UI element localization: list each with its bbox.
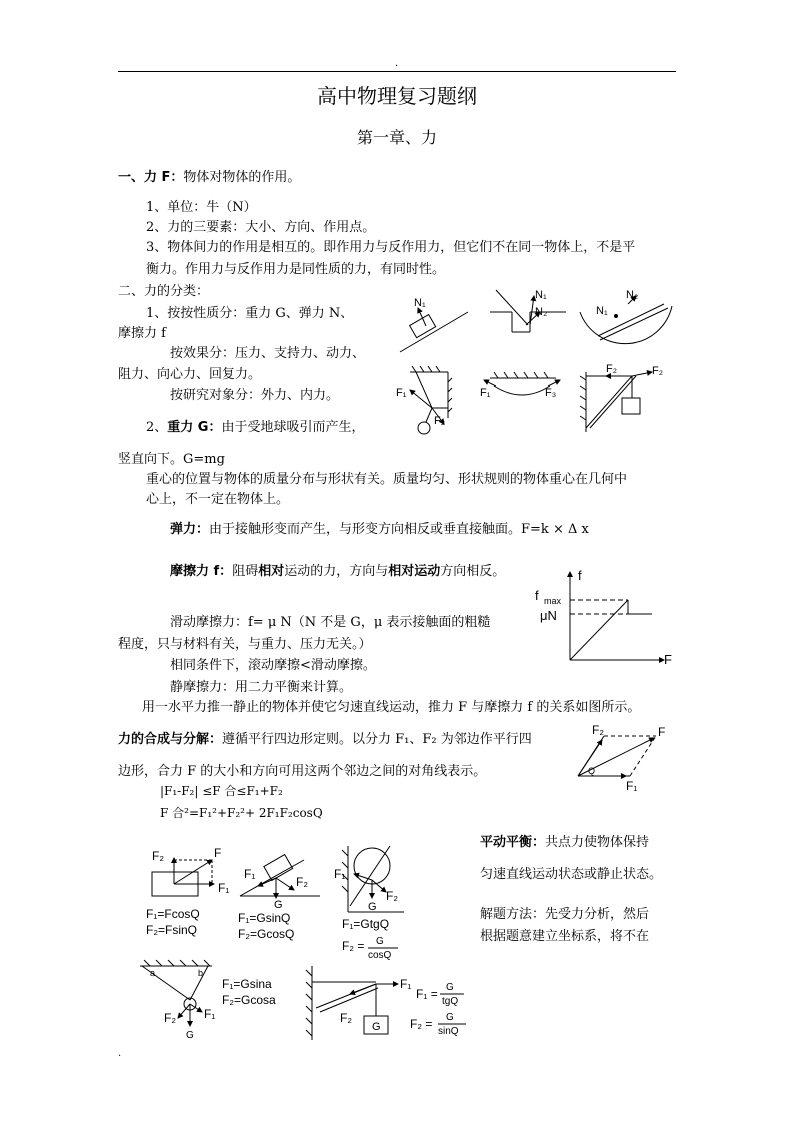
dec5-b-denominator: sinQ [438, 1026, 459, 1037]
dec2-G: G [274, 899, 283, 911]
label-F2-c: F₂ [606, 363, 617, 375]
gravity-prefix: 2、 [146, 420, 168, 435]
force-item-3: 3、物体间力的作用是相互的。即作用力与反作用力，但它们不在同一物体上，不是平 [146, 240, 636, 255]
label-F2-d: F₂ [652, 365, 663, 377]
dec4-formula-a: F₁=Gsina [222, 977, 272, 991]
dec1-F1: F₁ [218, 881, 230, 895]
force-item-3-cont: 衡力。作用力与反作用力是同性质的力，有同时性。 [146, 262, 446, 277]
bowl-rod-diagram [580, 289, 672, 344]
by-effect-line2: 阻力、向心力、回复力。 [118, 367, 262, 382]
corner-block-diagram [490, 289, 566, 332]
equilibrium-line2: 匀速直线运动状态或静止状态。 [480, 867, 663, 882]
decomposition-block [146, 846, 229, 937]
force-definition: 物体对物体的作用。 [183, 170, 301, 185]
dec3-formula-b: F₂ = [342, 939, 365, 953]
dec2-formula-b: F₂=GcosQ [238, 927, 295, 941]
by-effect-line1: 按效果分：压力、支持力、动力、 [170, 346, 366, 361]
method-line2: 根据题意建立坐标系，将不在 [480, 929, 650, 944]
by-nature-line1: 1、按按性质分：重力 G、弹力 N、 [146, 306, 354, 321]
friction-text-3: 运动的力，方向与 [284, 564, 389, 579]
gravity-label: 重力 G： [167, 420, 222, 435]
friction-label: 摩擦力 f： [170, 564, 233, 579]
bracket-weight-diagram [580, 363, 663, 432]
dec4-F2: F₂ [164, 1011, 176, 1025]
elastic-label: 弹力： [170, 522, 210, 537]
elastic-text: 由于接触形变而产生，与形变方向相反或垂直接触面。F=k × Δ x [209, 522, 589, 537]
center-of-gravity-line2: 心上，不一定在物体上。 [146, 492, 290, 507]
dec2-formula-a: F₁=GsinQ [238, 911, 291, 925]
dec3-G: G [368, 901, 377, 913]
sliding-friction-line1: 滑动摩擦力：f= μ N（N 不是 G，μ 表示接触面的粗糙 [170, 615, 491, 630]
graph-fmax-sub: max [544, 596, 562, 606]
force-item-1: 1、单位：牛（N） [146, 200, 257, 215]
dec3-numerator: G [376, 936, 384, 947]
dec3-F1: F₁ [334, 867, 346, 881]
decomposition-incline [238, 855, 320, 941]
dec4-G: G [186, 1030, 194, 1041]
sliding-friction-line2: 程度，只与材料有关，与重力、压力无关。） [118, 637, 372, 652]
dec4-F1: F₁ [204, 1007, 216, 1021]
decomposition-bracket [306, 966, 466, 1040]
header-dot: . [395, 58, 399, 69]
friction-text-5: 方向相反。 [440, 564, 506, 579]
dec5-formula-a: F₁ = [416, 987, 438, 1001]
dec3-formula-a: F₁=GtgQ [342, 917, 390, 931]
dec4-formula-b: F₂=Gcosa [222, 993, 276, 1007]
gravity-text: 由于受地球吸引而产生， [221, 420, 365, 435]
dec2-F1: F₁ [244, 867, 256, 881]
graph-fmax: f [535, 588, 539, 603]
dec5-F1: F₁ [400, 977, 412, 991]
dec5-G: G [372, 1021, 381, 1033]
composition-formula-1: |F₁-F₂| ≤F 合≤F₁+F₂ [160, 784, 283, 798]
label-F1-b: F₁ [480, 387, 491, 399]
label-F1-a: F₁ [396, 387, 407, 399]
dec1-F: F [214, 846, 222, 860]
friction-text-relative: 相对 [258, 564, 285, 579]
footer-dot: . [118, 1048, 122, 1059]
graph-axis-F: F [664, 652, 672, 667]
dec5-a-numerator: G [446, 982, 454, 993]
dec3-F2: F₂ [386, 889, 398, 903]
chapter-title: 第一章、力 [356, 128, 437, 147]
dec4-angle-a: a [150, 968, 156, 978]
dec1-formula-a: F₁=FcosQ [146, 907, 200, 921]
classification-heading: 二、力的分类： [118, 284, 210, 299]
friction-text-relative-motion: 相对运动 [388, 564, 441, 579]
composition-formula-2: F 合²=F₁²+F₂²+ 2F₁F₂cosQ [160, 806, 323, 820]
dec4-angle-b: b [198, 968, 204, 978]
label-N1-a: N₁ [414, 297, 426, 309]
dec1-F2: F₂ [152, 849, 164, 863]
label-N1-c: N₁ [596, 305, 608, 317]
by-nature-line2: 摩擦力 f [118, 326, 166, 341]
friction-text-1: 阻碍 [232, 564, 259, 579]
dec5-a-denominator: tgQ [442, 996, 459, 1007]
graph-muN: μN [540, 608, 557, 623]
para-F: F [658, 725, 666, 739]
composition-line2: 边形，合力 F 的大小和方向可用这两个邻边之间的对角线表示。 [118, 764, 487, 779]
dec5-F2: F₂ [340, 1011, 352, 1025]
center-of-gravity-line1: 重心的位置与物体的质量分布与形状有关。质量均匀、形状规则的物体重心在几何中 [146, 472, 628, 487]
by-object-line: 按研究对象分：外力、内力。 [170, 388, 340, 403]
label-N2-c: N₂ [626, 289, 639, 301]
rope-span-diagram [480, 372, 560, 399]
composition-text: 遵循平行四边形定则。以分力 F₁、F₂ 为邻边作平行四 [222, 732, 532, 747]
parallelogram-diagram [578, 723, 665, 793]
label-F3-b: F₃ [545, 387, 557, 399]
equilibrium-label: 平动平衡： [480, 835, 546, 850]
dec3-denominator: cosQ [368, 950, 392, 961]
label-N2-b: N₂ [535, 306, 548, 318]
static-friction-line: 静摩擦力：用二力平衡来计算。 [170, 680, 353, 695]
para-F1: F₁ [626, 779, 638, 793]
friction-graph [535, 568, 672, 667]
dec1-formula-b: F₂=FsinQ [146, 923, 197, 937]
dec5-b-numerator: G [446, 1012, 454, 1023]
label-F2-a: F₂ [434, 415, 445, 427]
rolling-friction-line: 相同条件下，滚动摩擦<滑动摩擦。 [170, 658, 376, 673]
page-title: 高中物理复习题纲 [317, 84, 477, 108]
method-line1: 解题方法：先受力分析，然后 [480, 907, 650, 922]
para-Q: Q [588, 766, 596, 776]
dec2-F2: F₂ [296, 875, 308, 889]
hanging-weight-diagram [396, 366, 452, 434]
force-heading: 一、力 F： [118, 170, 184, 185]
dec5-formula-b: F₂ = [410, 1017, 433, 1031]
graph-axis-f: f [578, 568, 582, 583]
decomposition-two-ropes [140, 960, 276, 1041]
gravity-line2: 竖直向下。G=mg [118, 452, 225, 467]
force-item-2: 2、力的三要素：大小、方向、作用点。 [146, 220, 376, 235]
composition-label: 力的合成与分解： [118, 732, 223, 747]
friction-example-line: 用一水平力推一静止的物体并使它匀速直线运动，推力 F 与摩擦力 f 的关系如图所示。 [142, 700, 641, 715]
para-F2: F₂ [592, 723, 604, 737]
equilibrium-text: 共点力使物体保持 [545, 835, 650, 850]
incline-block-diagram [400, 297, 468, 352]
label-N1-b: N₁ [535, 289, 547, 301]
decomposition-ball-wall [334, 846, 404, 961]
